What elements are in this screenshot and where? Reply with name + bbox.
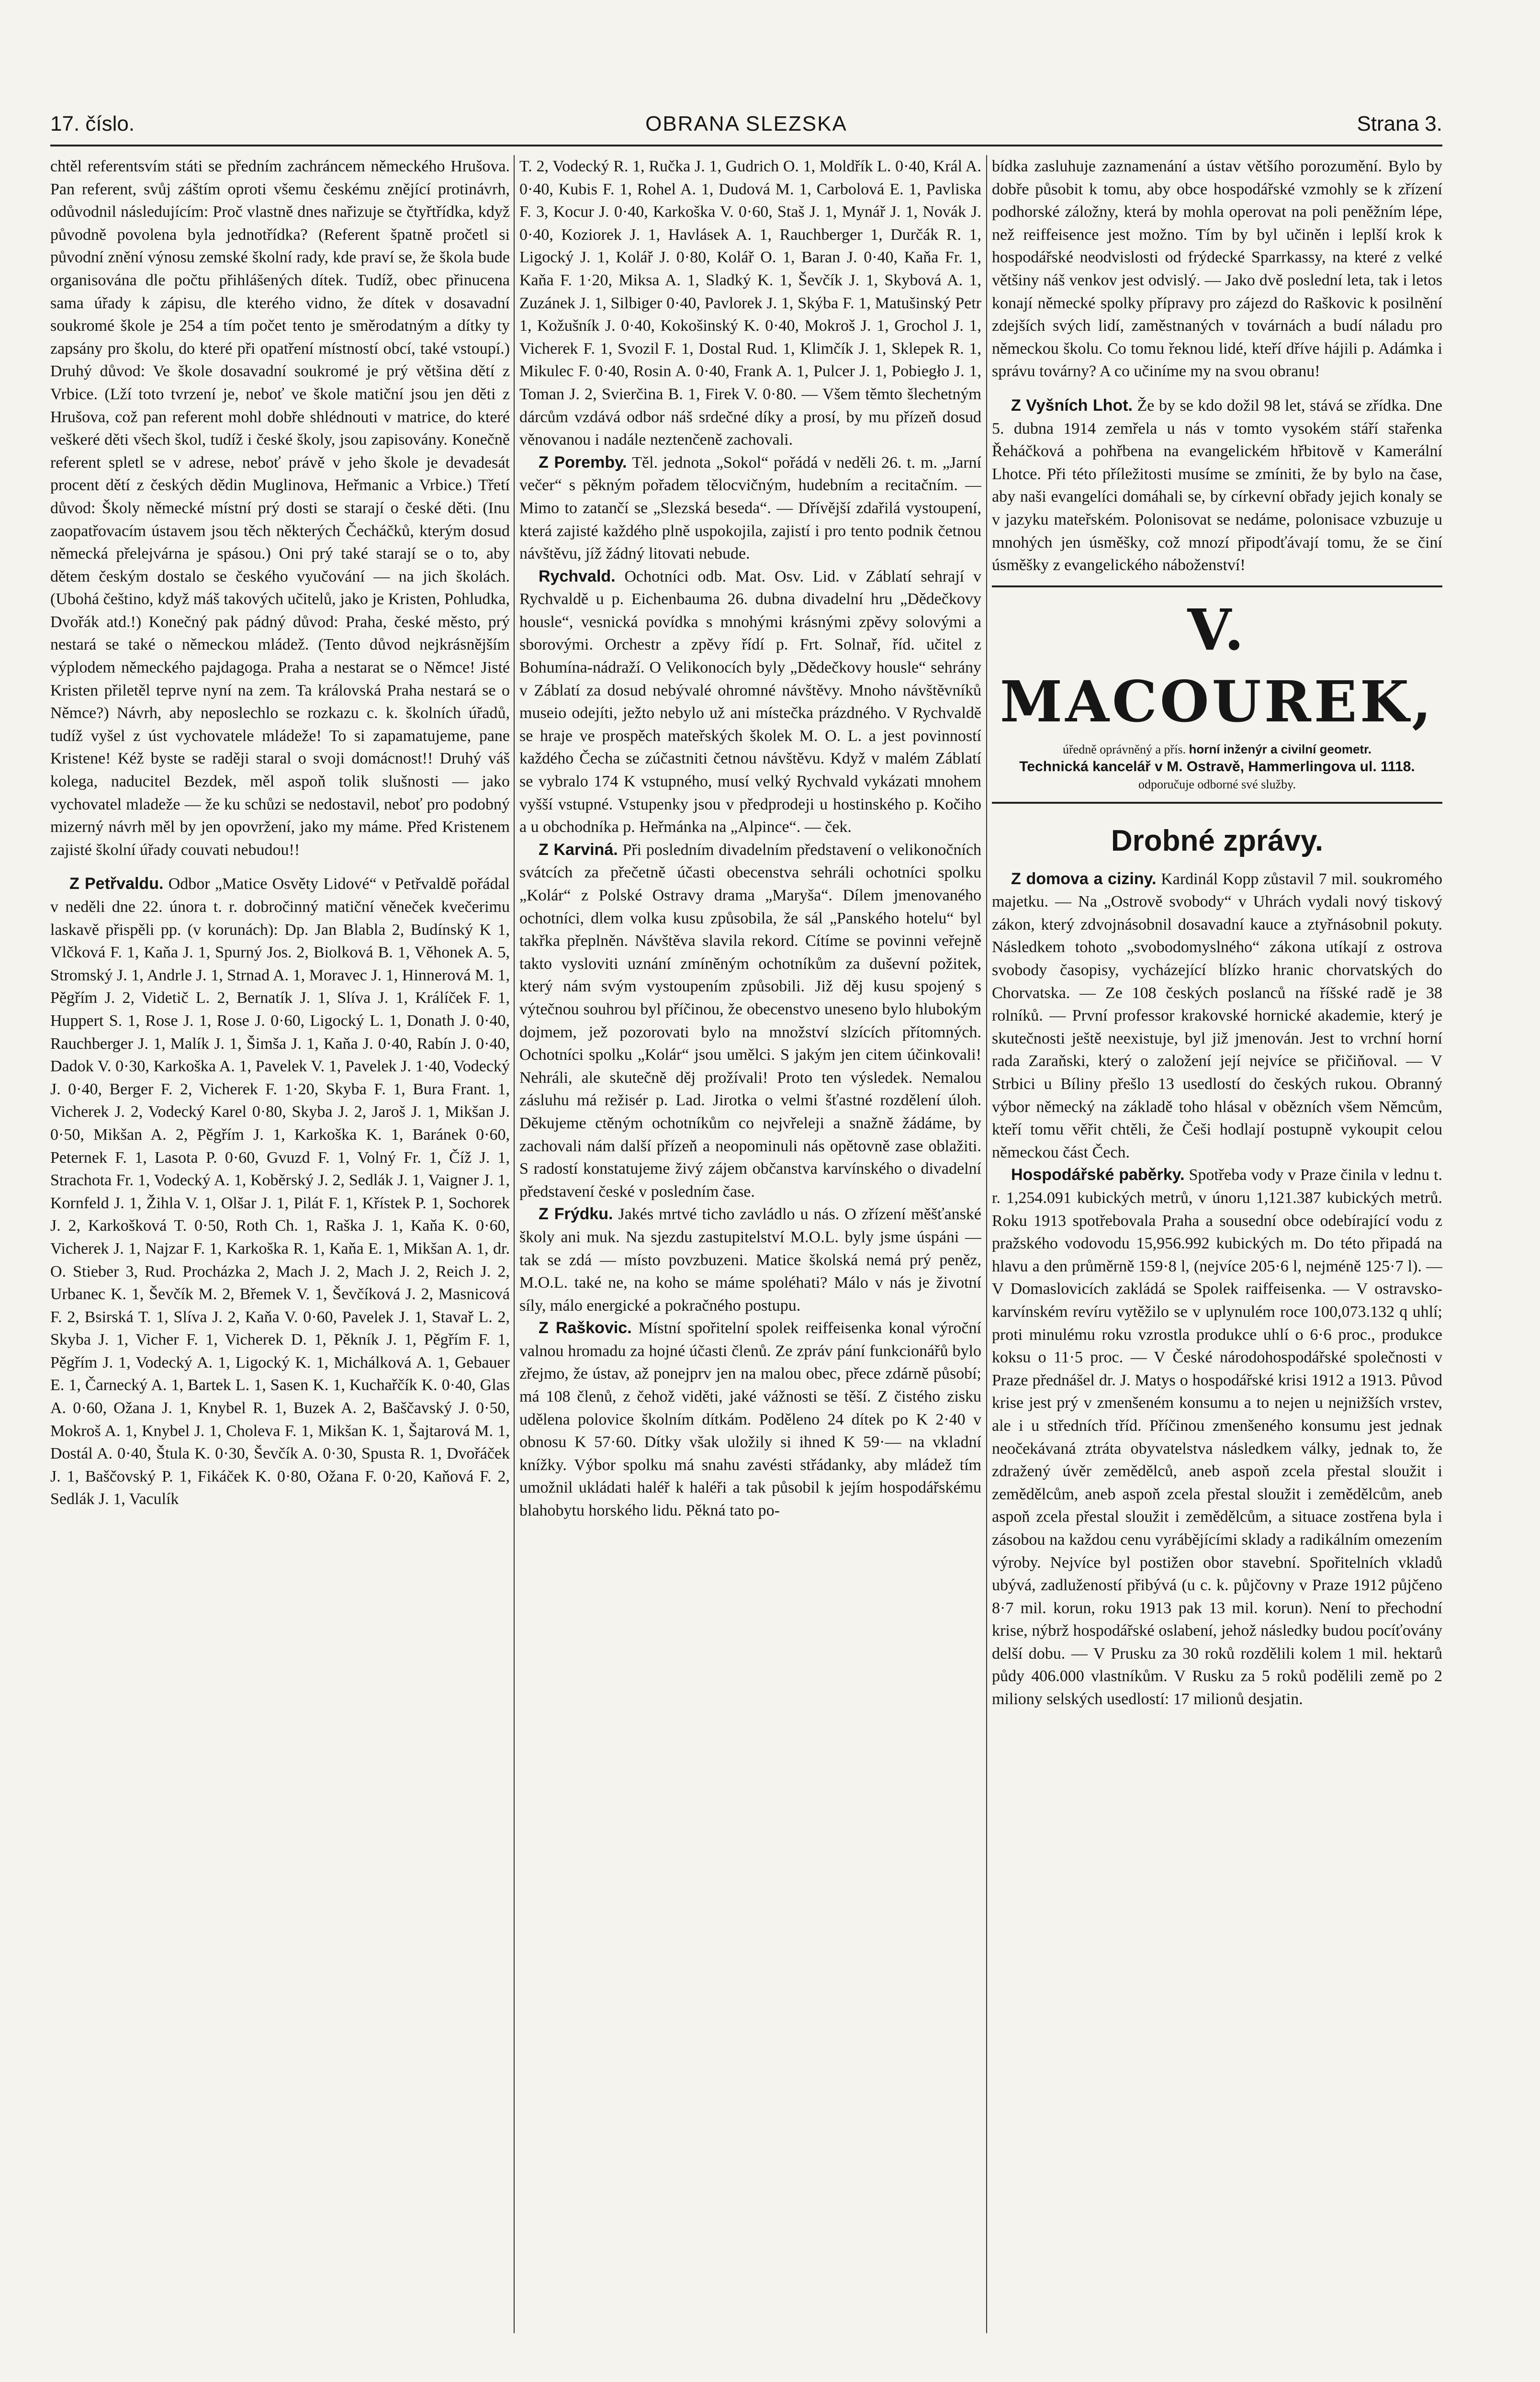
article (992, 1164, 1442, 1710)
advert-office: Technická kancelář v M. Ostravě, Hammerlingova ul. 1118. (1019, 758, 1415, 775)
advert-rule-top (992, 585, 1442, 587)
article-heading: Hospodářské paběrky. (1011, 1166, 1185, 1184)
article (519, 839, 981, 1203)
article-text: Místní spořitelní spolek reiffeisenka konal výroční valnou hromadu za hojné účasti členů. Ze zpráv pání funkcionářů bylo zřejmo, že ústav, až ponejprv jen na malou obec, přece zdárně působí; má 108 členů, z čehož viděti, jaké vážnosti se těší. Z čistého zisku udělena polovice školním dítkám. Poděleno 24 dítek po K 2·40 v obnosu K 57·60. Dítky však uložily si ihned K 59·— na vkladní knížky. Výbor spolku má snahu zavésti střádanky, aby mládež tím umožnil ukládati haléř k haléři a tak působil k jejím hospodářskému blahobytu horského lidu. Pěkná tato po- (519, 1319, 981, 1520)
article-text: Při posledním divadelním představení o velikonočních svátcích za přečetně účasti obecenstva sehráli ochotníci spolku „Kolár“ z Polské Ostravy drama „Maryša“. Dílem jmenovaného ochotníci, dlem volka kusu způsobila, že sál „Panského hotelu“ byl takřka přeplněn. Návštěva slavila rekord. Cítíme se povinni veřejně takto vysloviti uznání zmíněným ochotníkům za duševní požitek, který nám svým vystoupením způsobili. Již děj kusu spojený s výtečnou souhrou byl příčinou, že obecenstvo uneseno bylo hlubokým dojmem, jež pozorovati bylo na množství slzících přítomných. Ochotníci spolku „Kolár“ jsou umělci. S jakým jen citem účinkovali! Nehráli, ale skutečně děj prožívali! Proto ten výsledek. Nemalou zásluhu má režisér p. Lad. Jirotka o velmi šťastné rozdělení úloh. Děkujeme ctěným ochotníkům co nejvřeleji a snažně žádáme, by zachovali nám další přízeň a neopominuli nás opětovně zase oblažiti. S radostí konstatujeme živý zájem občanstva karvínského o divadelní představení české v posledním čase. (519, 841, 981, 1201)
section-title: Drobné zprávy. (1111, 824, 1324, 857)
article (519, 451, 981, 565)
article-text: Odbor „Matice Osvěty Lidové“ v Petřvaldě pořádal v neděli dne 22. února t. r. dobročinný matiční věneček kvečerimu laskavě přispěli pp. (v korunách): Dp. Jan Blabla 2, Budínský K 1, Vlčková F. 1, Kaňa J. 1, Spurný Jos. 2, Biolková B. 1, Věhonek A. 5, Stromský J. 1, Andrle J. 1, Strnad A. 1, Moravec J. 1, Hinnerová M. 1, Pěgřím J. 2, Videtič L. 2, Bernatík J. 1, Slíva J. 1, Králíček F. 1, Huppert S. 1, Rose J. 1, Rose J. 0·60, Ligocký L. 1, Donath J. 0·40, Rauchberger J. 1, Malík J. 1, Šimša J. 1, Kaňa J. 0·40, Rabín J. 0·40, Dadok V. 0·30, Karkoška A. 1, Pavelek V. 1, Pavelek J. 1·40, Vodecký J. 0·40, Berger F. 2, Vicherek F. 1·20, Skyba F. 1, Bura Frant. 1, Vicherek J. 2, Vodecký Karel 0·80, Skyba J. 2, Jaroš J. 1, Mikšan J. 0·50, Mikšan A. 2, Pěgřím J. 1, Karkoška K. 1, Baránek 0·60, Peternek F. 1, Lasota P. 0·60, Gvuzd F. 1, Volný Fr. 1, Číž J. 1, Strachota Fr. 1, Vodecký A. 1, Koběrský J. 2, Sedlák J. 1, Vaigner J. 1, Kornfeld J. 1, Žihla V. 1, Olšar J. 1, Pilát F. 1, Křístek P. 1, Sochorek J. 2, Karkošková T. 0·50, Roth Ch. 1, Raška J. 1, Kaňa K. 0·60, Vicherek J. 1, Najzar F. 1, Karkoška R. 1, Kaňa E. 1, Mikšan A. 1, dr. O. Stieber 3, Rud. Procházka 2, Mach J. 2, Mach J. 2, Reich J. 2, Urbanec K. 1, Ševčík M. 2, Břemek V. 1, Ševčíková J. 2, Masnicová F. 2, Bsirská T. 1, Slíva J. 2, Kaňa V. 0·60, Pavelek J. 1, Stavař L. 2, Skyba J. 1, Vicher F. 1, Vicherek D. 1, Pěkník J. 1, Pěgřím F. 1, Pěgřím J. 1, Vodecký A. 1, Ligocký K. 1, Michálková A. 1, Gebauer E. 1, Čarnecký A. 1, Bartek L. 1, Sasen K. 1, Kuchařčík K. 0·40, Glas A. 0·60, Ožana J. 1, Knybel R. 1, Buzek A. 2, Baščavský J. 0·50, Mokroš A. 1, Knybel J. 1, Choleva F. 1, Mikšan K. 1, Šajtarová M. 1, Dostál A. 0·40, Štula K. 0·30, Ševčík A. 0·30, Spusta R. 1, Dvořáček J. 1, Baščovský P. 1, Fikáček K. 0·80, Ožana F. 0·20, Kaňová F. 2, Sedlák J. 1, Vaculík (50, 875, 510, 1508)
advertisement (992, 594, 1442, 793)
article-text: Kardinál Kopp zůstavil 7 mil. soukromého majetku. — Na „Ostrově svobody“ v Uhrách vydali nový tiskový zákon, který zdvojnásobnil dosavadní kauce a ztyřnásobnil pokuty. Následkem tohoto „svobodomyslného“ zákona utíkají z ostrova svobody časopisy, vycházející blízko hranic chorvatských do Chorvatska. — Ze 108 českých poslanců na říšské radě je 38 rolníků. — První professor krakovské hornické akademie, který je skutečnosti ještě neexistuje, byl již jmenován. Jest to vrchní horní rada Zaraňski, který o založení její nejvíce se přičiňoval. — V Strbici u Bíliny přešlo 13 usedlostí do českých rukou. Obranný výbor německý na základě toho hlásal v obězních všem Němcům, kteří tomu věřit chtěli, že Češi hodlají postupně vykoupit celou německou část Čech. (992, 870, 1442, 1161)
article (519, 565, 981, 839)
article (519, 1317, 981, 1522)
article (519, 1203, 981, 1317)
article-heading: Z Vyšních Lhot. (1011, 396, 1133, 415)
advert-line (992, 741, 1442, 758)
article (50, 873, 510, 1511)
advert-line (992, 776, 1442, 793)
article-text: Jakés mrtvé ticho zavládlo u nás. O zřízení měšťanské školy ani muk. Na sjezdu zastupitelství M.O.L. byly jsme úspáni — tak se zdá — místo povzbuzeni. Matice školská nemá prý peněz, M.O.L. také ne, na koho se máme spoléhati? Málo v nás je životní síly, málo energické a pokračného postupu. (519, 1205, 981, 1315)
advert-line (992, 758, 1442, 776)
advert-name: V. MACOUREK, (1000, 596, 1435, 735)
article-heading: Z domova a ciziny. (1011, 869, 1157, 888)
column-rule (986, 155, 987, 2333)
column-3 (992, 155, 1442, 2357)
article-heading: Z Karviná. (539, 840, 618, 859)
column-1 (50, 155, 510, 2357)
article-text: chtěl referentsvím státi se předním zachráncem německého Hrušova. Pan referent, svůj záštím oproti všemu českému znějící protinávrh, odůvodnil následujícím: Proč vlastně dnes nařizuje se čtyřtřídka, když původně povolena byla jednotřídka? (Referent špatně pročetl si původní znění výnosu zemské školní rady, kde praví se, že škola bude organisována dle počtu přihlášených dítek. Tudíž, obec přinucena sama úřady k zápisu, dle kterého vidno, že dítek v dosavadní soukromé škole je 254 a tím počet tento je směrodatným a dítky ty zapsány pro školu, do které při opatření místností obcí, také vstoupí.) Druhý důvod: Ve škole dosavadní soukromé je prý většina dětí z Vrbice. (Lží toto tvrzení je, neboť ve škole matiční jsou jen děti z Hrušova, což pan referent mohl dobře shlédnouti v matrice, do které veškeré děti všech škol, tudíž i české školy, jsou zapisovány. Konečně referent spletl se v adrese, neboť právě v jeho škole je devadesát procent dětí z českých dědin Muglinova, Heřmanic a Vrbice.) Třetí důvod: Školy německé místní prý dosti se starají o české děti. (Inu zaopatřovacím ústavem jsou těch některých Čecháčků, kterým dosud německá přelejvárna je spásou.) Oni prý také starají se o to, aby dětem českým dostalo se českého vyučování — na jich školách. (Ubohá češtino, když máš takových učitelů, jako je Kristen, Pohludka, Dvořák atd.!) Konečný pak pádný důvod: Praha, české město, prý nestará se také o německou mládež. (Tento důvod nejkrásnějším výplodem německého pajdagoga. Praha a nestarat se o Němce! Jisté Kristen přiletěl teprve nyní na zem. Ta královská Praha nestará se o Němce?) Návrh, aby neposlechlo se rozkazu c. k. školních úřadů, tudíž vyšel z úst vychovatele mládeže! To si zapamatujeme, pane Kristene! Kéž byste se raději staral o svoji domácnost!! Druhý váš kolega, naducitel Bezdek, měl aspoň tolik slušnosti — jako vychovatel mladeže — že ku schůzi se nedostavil, neboť pro podobný mizerný návrh měl by jen opovržení, jako my máme. Před Kristenem zajisté školní úřady couvati nebudou!! (50, 157, 510, 859)
newspaper-title: OBRANA SLEZSKA (645, 112, 847, 135)
column-rule (514, 155, 515, 2333)
article-text: bídka zasluhuje zaznamenání a ústav většího porozumění. Bylo by dobře působit k tomu, aby obce hospodářské vzmohly se k zřízení podhorské záložny, která by mohla operovat na poli peněžním lépe, než reiffeisence jest možno. Tím by byl učiněn i leplší krok k hospodářské neodvislosti od frýdecké Sparrkassy, na které z velké většiny náš venkov jest odvislý. — Jako dvě poslední leta, tak i letos konají německé spolky přípravy pro zájezd do Raškovic k posilnění zdejších svých lidí, zaměstnaných v továrnách a budí náladu pro německou školu. Co tomu řeknou lidé, kteří dříve hájili p. Adámka i správu továrny? A co učiníme my na svou obranu! (992, 157, 1442, 381)
article-heading: Z Porembу. (539, 453, 627, 472)
advert-text: odporučuje odborné své služby. (1138, 777, 1296, 791)
article-text: T. 2, Vodecký R. 1, Ručka J. 1, Gudrich O. 1, Moldřík L. 0·40, Král A. 0·40, Kubis F. 1, Rohel A. 1, Dudová M. 1, Carbolová E. 1, Pavliska F. 3, Kocur J. 0·40, Karkoška V. 0·60, Staš J. 1, Mynář J. 1, Novák J. 0·40, Koziorek J. 1, Havlásek A. 1, Rauchberger 1, Durčák R. 1, Ligocký J. 1, Kolář J. 0·80, Kolář O. 1, Baran J. 0·40, Kaňa Fr. 1, Kaňa F. 1·20, Miksa A. 1, Sladký K. 1, Ševčík J. 1, Skybová A. 1, Zuzánek J. 1, Silbiger 0·40, Pavlorek J. 1, Skýba F. 1, Matušinský Petr 1, Kožušník J. 0·40, Kokošinský K. 0·40, Mokroš J. 1, Grochol J. 1, Vicherek F. 1, Svozil F. 1, Dostal Rud. 1, Klimčík J. 1, Sklepek R. 1, Mikulec F. 0·40, Rosin A. 0·40, Frank A. 1, Pulcer J. 1, Pobiegło J. 1, Toman J. 2, Svierčina B. 1, Firek V. 0·80. — Všem těmto šlechetným dárcům vzdává odbor náš srdečné díky a prosí, by mu přízeň dosud věnovanou i nadále neztenčeně zachovali. (519, 157, 981, 449)
article-text: Těl. jednota „Sokol“ pořádá v neděli 26. t. m. „Jarní večer“ s pěkným pořadem tělocvičným, hudebním a recitačním. — Mimo to zatančí se „Slezská beseda“. — Dřívější zdařilá vystoupení, která zajisté každého plně uspokojila, zajistí i pro tento podnik četnou návštěvu, jíž žádný litovati nebude. (519, 453, 981, 563)
advert-text: úředně oprávněný a přís. (1063, 742, 1186, 756)
header-rule (50, 145, 1442, 146)
article-text: Že by se kdo dožil 98 let, stává se zřídka. Dne 5. dubna 1914 zemřela u nás v tomto vysokém stáří stařenka Řeháčková a pohřbena na evangelickém hřbitově v Kamerální Lhotce. Při této příležitosti musíme se zmíniti, že by bylo na čase, aby naši evangelíci domáhali se, by církevní obřady jejich konaly se v jazyku mateřském. Polonisovat se nedáme, polonisace vzbuzuje u mnohých jen úsměšky, což mnozí připodťávají tomu, že se činí úsměšky z evangelického náboženství! (992, 396, 1442, 574)
column-2 (519, 155, 981, 2357)
article-text: Spotřeba vody v Praze činila v lednu t. r. 1,254.091 kubických metrů, v únoru 1,121.387 kubických metrů. Roku 1913 spotřebovala Praha a sousední obce odebírající vodu z pražského vodovodu 15,956.992 kubických m. Do této připadá na hlavu a den průměrně 159·8 l, (nejvíce 205·6 l, nejméně 125·7 l). — V Domaslovicích zakládá se Spolek raiffeisenka. — V ostravsko-karvínském revíru vytěžilo se v uplynulém roce 100,073.132 q uhlí; proti minulému roku vzrostla produkce uhlí o 6·6 proc., produkce koksu o 11·5 proc. — V České národohospodářské společnosti v Praze přednášel dr. J. Matys o hospodářské krisi 1912 a 1913. Původ krise jest prý v zmenšeném konsumu a to nejen u nejnižších vrstev, ale i u středních tříd. Příčinou zmenšeného konsumu jest jednak neočekávaná ztráta obyvatelstva následkem války, jednak to, že zdražený úvěr zemědělců, aneb aspoň zcela přestal sloužit i zemědělcům, aneb aspoň zcela přestal sloužit i zemědělcům, aneb aspoň zcela přestal sloužit i zemědělcům, a situace zostřena byla i zásobou na každou cenu vyrábějícími sklady a radikálním omezením výroby. Nejvíce byl postižen obor stavební. Spořitelních vkladů ubývá, zadlužeností přibývá (u c. k. půjčovny v Praze 1912 půjčeno 8·7 mil. korun, roku 1913 pak 13 mil. korun). Není to přechodní krise, nýbrž hospodářské oslabení, jehož následky budou pocíťovány delší dobu. — V Prusku za 30 roků rozdělili kolem 1 mil. hektarů půdy 406.000 vlastníkům. V Rusku za 5 roků podělili země po 2 miliony selských usedlostí: 17 milionů desjatin. (992, 1166, 1442, 1708)
page-header (50, 112, 1442, 141)
article-heading: Z Frýdku. (539, 1205, 613, 1224)
article-heading: Rychvald. (539, 567, 616, 585)
page-number: Strana 3. (1357, 112, 1442, 135)
article-heading: Z Petřvaldu. (69, 875, 164, 893)
article (992, 394, 1442, 577)
article-heading: Z Raškovic. (539, 1319, 632, 1337)
issue-number: 17. číslo. (50, 112, 135, 135)
article (992, 868, 1442, 1164)
advert-rule-bottom (992, 802, 1442, 804)
advert-text-bold: horní inženýr a civilní geometr. (1189, 742, 1371, 756)
article-text: Ochotníci odb. Mat. Osv. Lid. v Záblatí sehrají v Rychvaldě u p. Eichenbauma 26. dubna divadelní hru „Dědečkovy housle“, vesnická povídka s mnohými krásnými zpěvy solovými a sborovými. Orchestr a zpěvy řídí p. Frt. Solnař, říd. učitel z Bohumína-nádraží. O Velikonocích byly „Dědečkovy housle“ sehrány v Záblatí za dosud nebývalé ohromné návštěvy. Mnoho návštěvníků museio odejíti, ježto nebylo už ani místečka prázdného. V Rychvaldě se hraje ve prospěch mateřských školek M. O. L. a jest povinností každého Čecha se zúčastniti četnou návštěvu. Když v malém Záblatí se vybralo 174 K vstupného, musí velký Rychvald vykázati mnohem vyšší vstupné. Vstupenky jsou v předprodeji u hostinského p. Kočiho a u obchodníka p. Heřmánka na „Alpince“. — ček. (519, 567, 981, 836)
